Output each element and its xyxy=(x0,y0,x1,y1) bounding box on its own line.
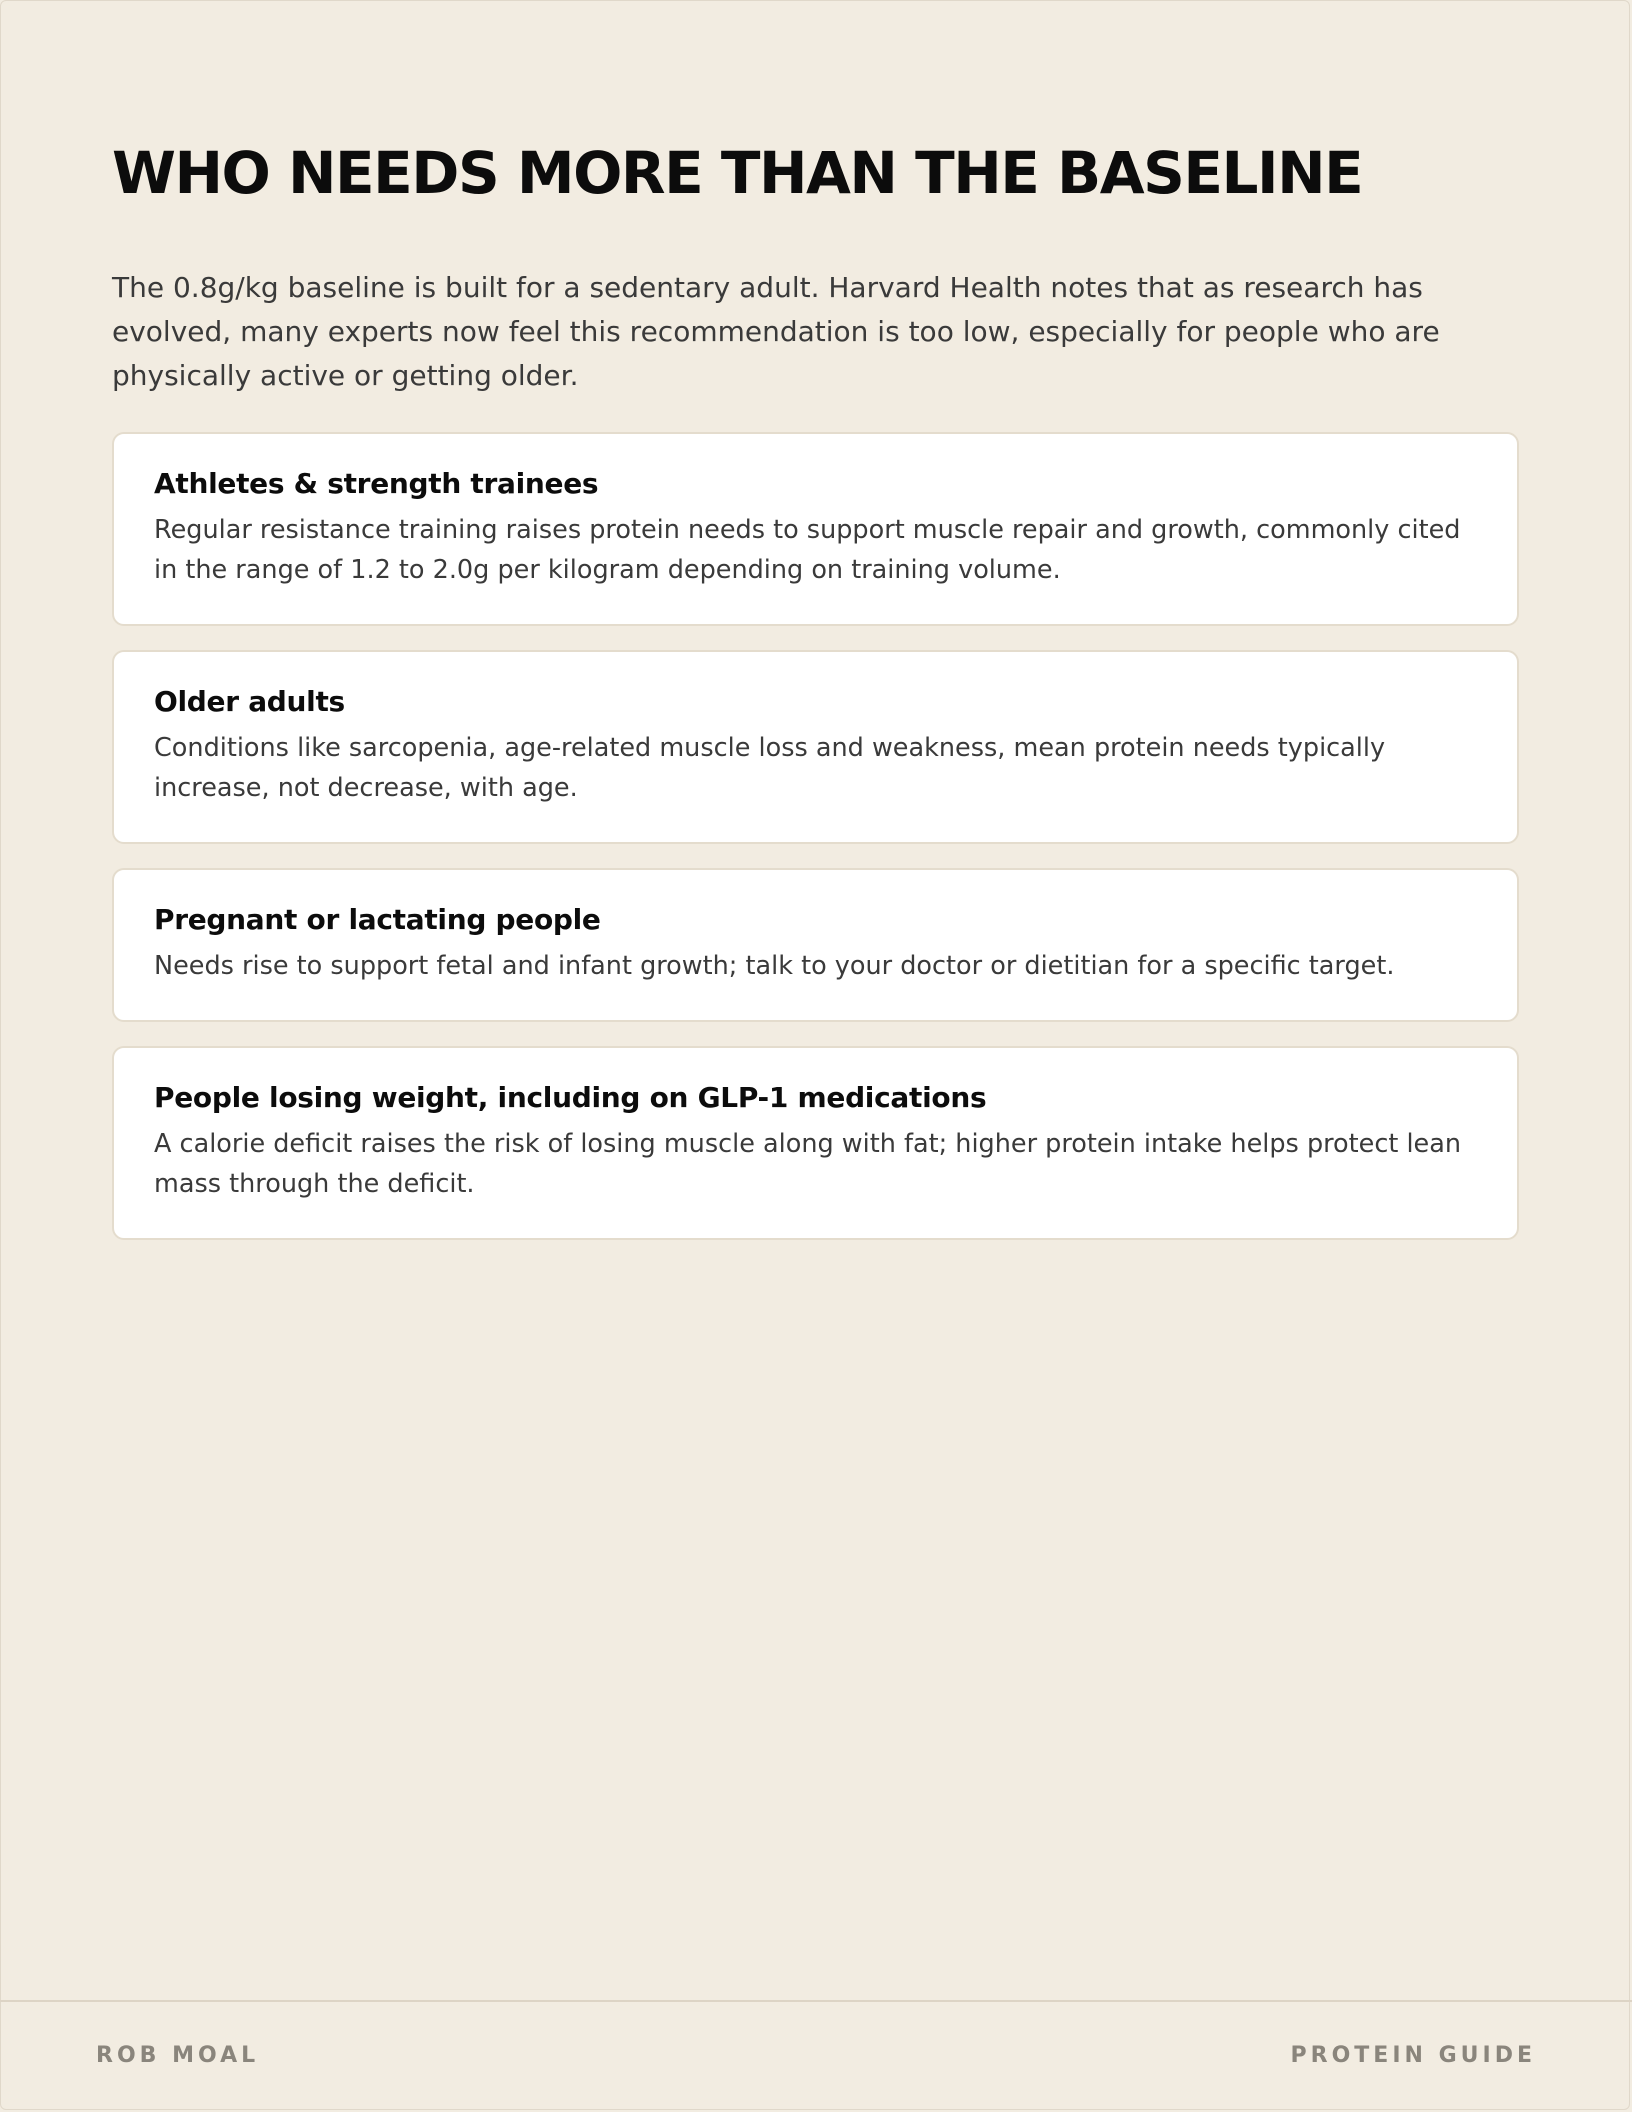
card-pregnant xyxy=(112,868,1519,1022)
card-body: Regular resistance training raises protein needs to support muscle repair and growth, commonly cited in the range of 1.2 to 2.0g per kilogram depending on training volume. xyxy=(154,515,1461,585)
footer-guide-title: PROTEIN GUIDE xyxy=(1290,2043,1536,2068)
card-older-adults xyxy=(112,650,1519,844)
footer-author: ROB MOAL xyxy=(96,2043,260,2068)
card-list xyxy=(112,432,1519,1240)
card-title: People losing weight, including on GLP-1 medications xyxy=(154,1081,987,1114)
page-title: WHO NEEDS MORE THAN THE BASELINE xyxy=(112,139,1363,207)
card-body: Conditions like sarcopenia, age-related muscle loss and weakness, mean protein needs typically increase, not decrease, with age. xyxy=(154,733,1386,803)
card-title: Older adults xyxy=(154,685,345,718)
card-athletes xyxy=(112,432,1519,626)
card-title: Pregnant or lactating people xyxy=(154,903,601,936)
main-content xyxy=(112,136,1519,1264)
card-weight-loss xyxy=(112,1046,1519,1240)
card-body: A calorie deficit raises the risk of losing muscle along with fat; higher protein intake helps protect lean mass through the deficit. xyxy=(154,1129,1462,1199)
card-body: Needs rise to support fetal and infant growth; talk to your doctor or dietitian for a specific target. xyxy=(154,951,1395,981)
intro-paragraph: The 0.8g/kg baseline is built for a sedentary adult. Harvard Health notes that as research has evolved, many experts now feel this recommendation is too low, especially for people who are physically active or getting older. xyxy=(112,271,1440,392)
card-title: Athletes & strength trainees xyxy=(154,467,599,500)
page-footer xyxy=(0,2000,1632,2112)
